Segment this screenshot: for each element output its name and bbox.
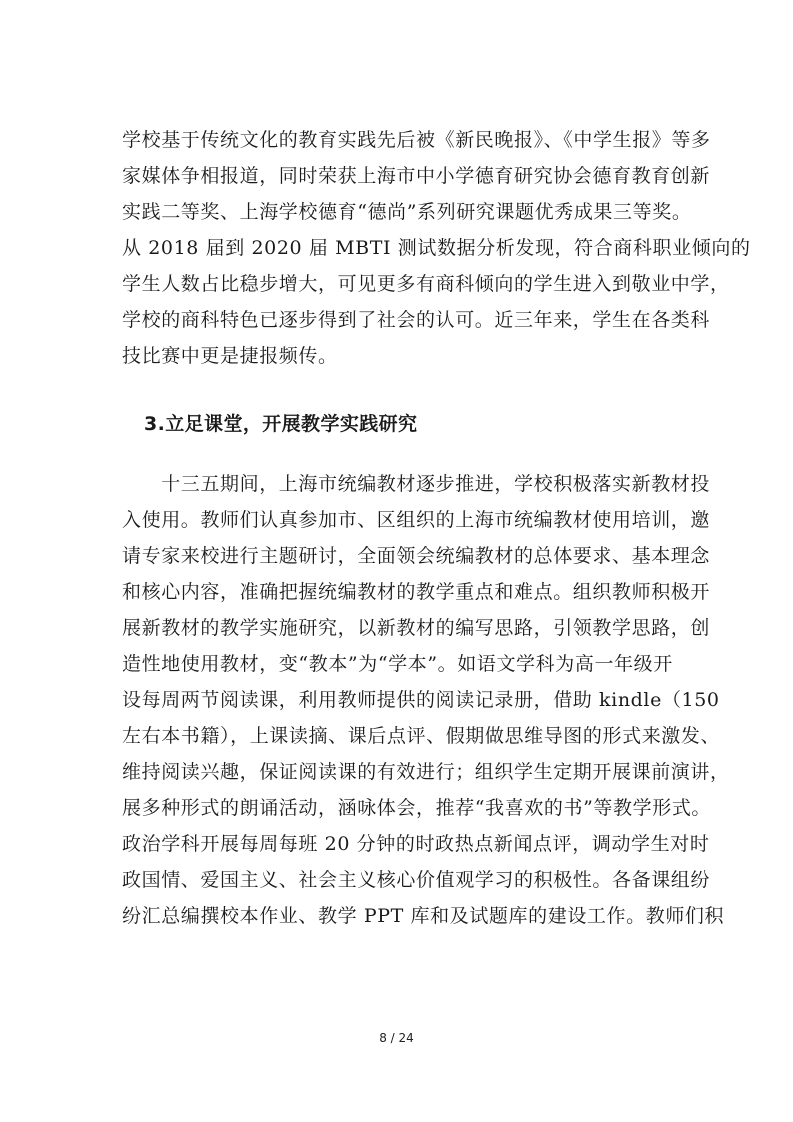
paragraph-1-line-7: 技比赛中更是捷报频传。 <box>122 345 338 367</box>
paragraph-1-line-2: 家媒体争相报道，同时荣获上海市中小学德育研究协会德育教育创新 <box>122 165 711 187</box>
paragraph-2-line-9: 维持阅读兴趣，保证阅读课的有效进行；组织学生定期开展课前演讲， <box>122 761 730 783</box>
paragraph-1-line-5: 学生人数占比稳步增大，可见更多有商科倾向的学生进入到敬业中学， <box>122 273 730 295</box>
section-heading: 3.立足课堂，开展教学实践研究 <box>144 413 418 435</box>
paragraph-2-line-6: 造性地使用教材，变“教本”为“学本”。如语文学科为高一年级开 <box>122 653 673 675</box>
page-number: 8 / 24 <box>379 1031 414 1045</box>
paragraph-2-line-2: 入使用。教师们认真参加市、区组织的上海市统编教材使用培训，邀 <box>122 509 711 531</box>
paragraph-1-line-6: 学校的商科特色已逐步得到了社会的认可。近三年来，学生在各类科 <box>122 309 711 331</box>
paragraph-2-line-13: 纷汇总编撰校本作业、教学 PPT 库和及试题库的建设工作。教师们积 <box>122 905 725 927</box>
paragraph-2-line-3: 请专家来校进行主题研讨，全面领会统编教材的总体要求、基本理念 <box>122 545 711 567</box>
paragraph-2-line-5: 展新教材的教学实施研究，以新教材的编写思路，引领教学思路，创 <box>122 617 711 639</box>
paragraph-1-line-4: 从 2018 届到 2020 届 MBTI 测试数据分析发现，符合商科职业倾向的 <box>122 237 751 259</box>
paragraph-2-line-11: 政治学科开展每周每班 20 分钟的时政热点新闻点评，调动学生对时 <box>122 833 710 855</box>
paragraph-1-line-1: 学校基于传统文化的教育实践先后被《新民晚报》、《中学生报》等多 <box>122 129 711 151</box>
paragraph-2-line-8: 左右本书籍），上课读摘、课后点评、假期做思维导图的形式来激发、 <box>122 725 721 747</box>
paragraph-2-line-12: 政国情、爱国主义、社会主义核心价值观学习的积极性。各备课组纷 <box>122 869 711 891</box>
paragraph-2-line-4: 和核心内容，准确把握统编教材的教学重点和难点。组织教师积极开 <box>122 581 711 603</box>
paragraph-2-line-1: 十三五期间，上海市统编教材逐步推进，学校积极落实新教材投 <box>122 473 711 495</box>
paragraph-2-line-10: 展多种形式的朗诵活动，涵咏体会，推荐“我喜欢的书”等教学形式。 <box>122 797 712 819</box>
paragraph-2-line-7: 设每周两节阅读课，利用教师提供的阅读记录册，借助 kindle（150 <box>122 689 720 711</box>
paragraph-1-line-3: 实践二等奖、上海学校德育“德尚”系列研究课题优秀成果三等奖。 <box>122 201 692 223</box>
